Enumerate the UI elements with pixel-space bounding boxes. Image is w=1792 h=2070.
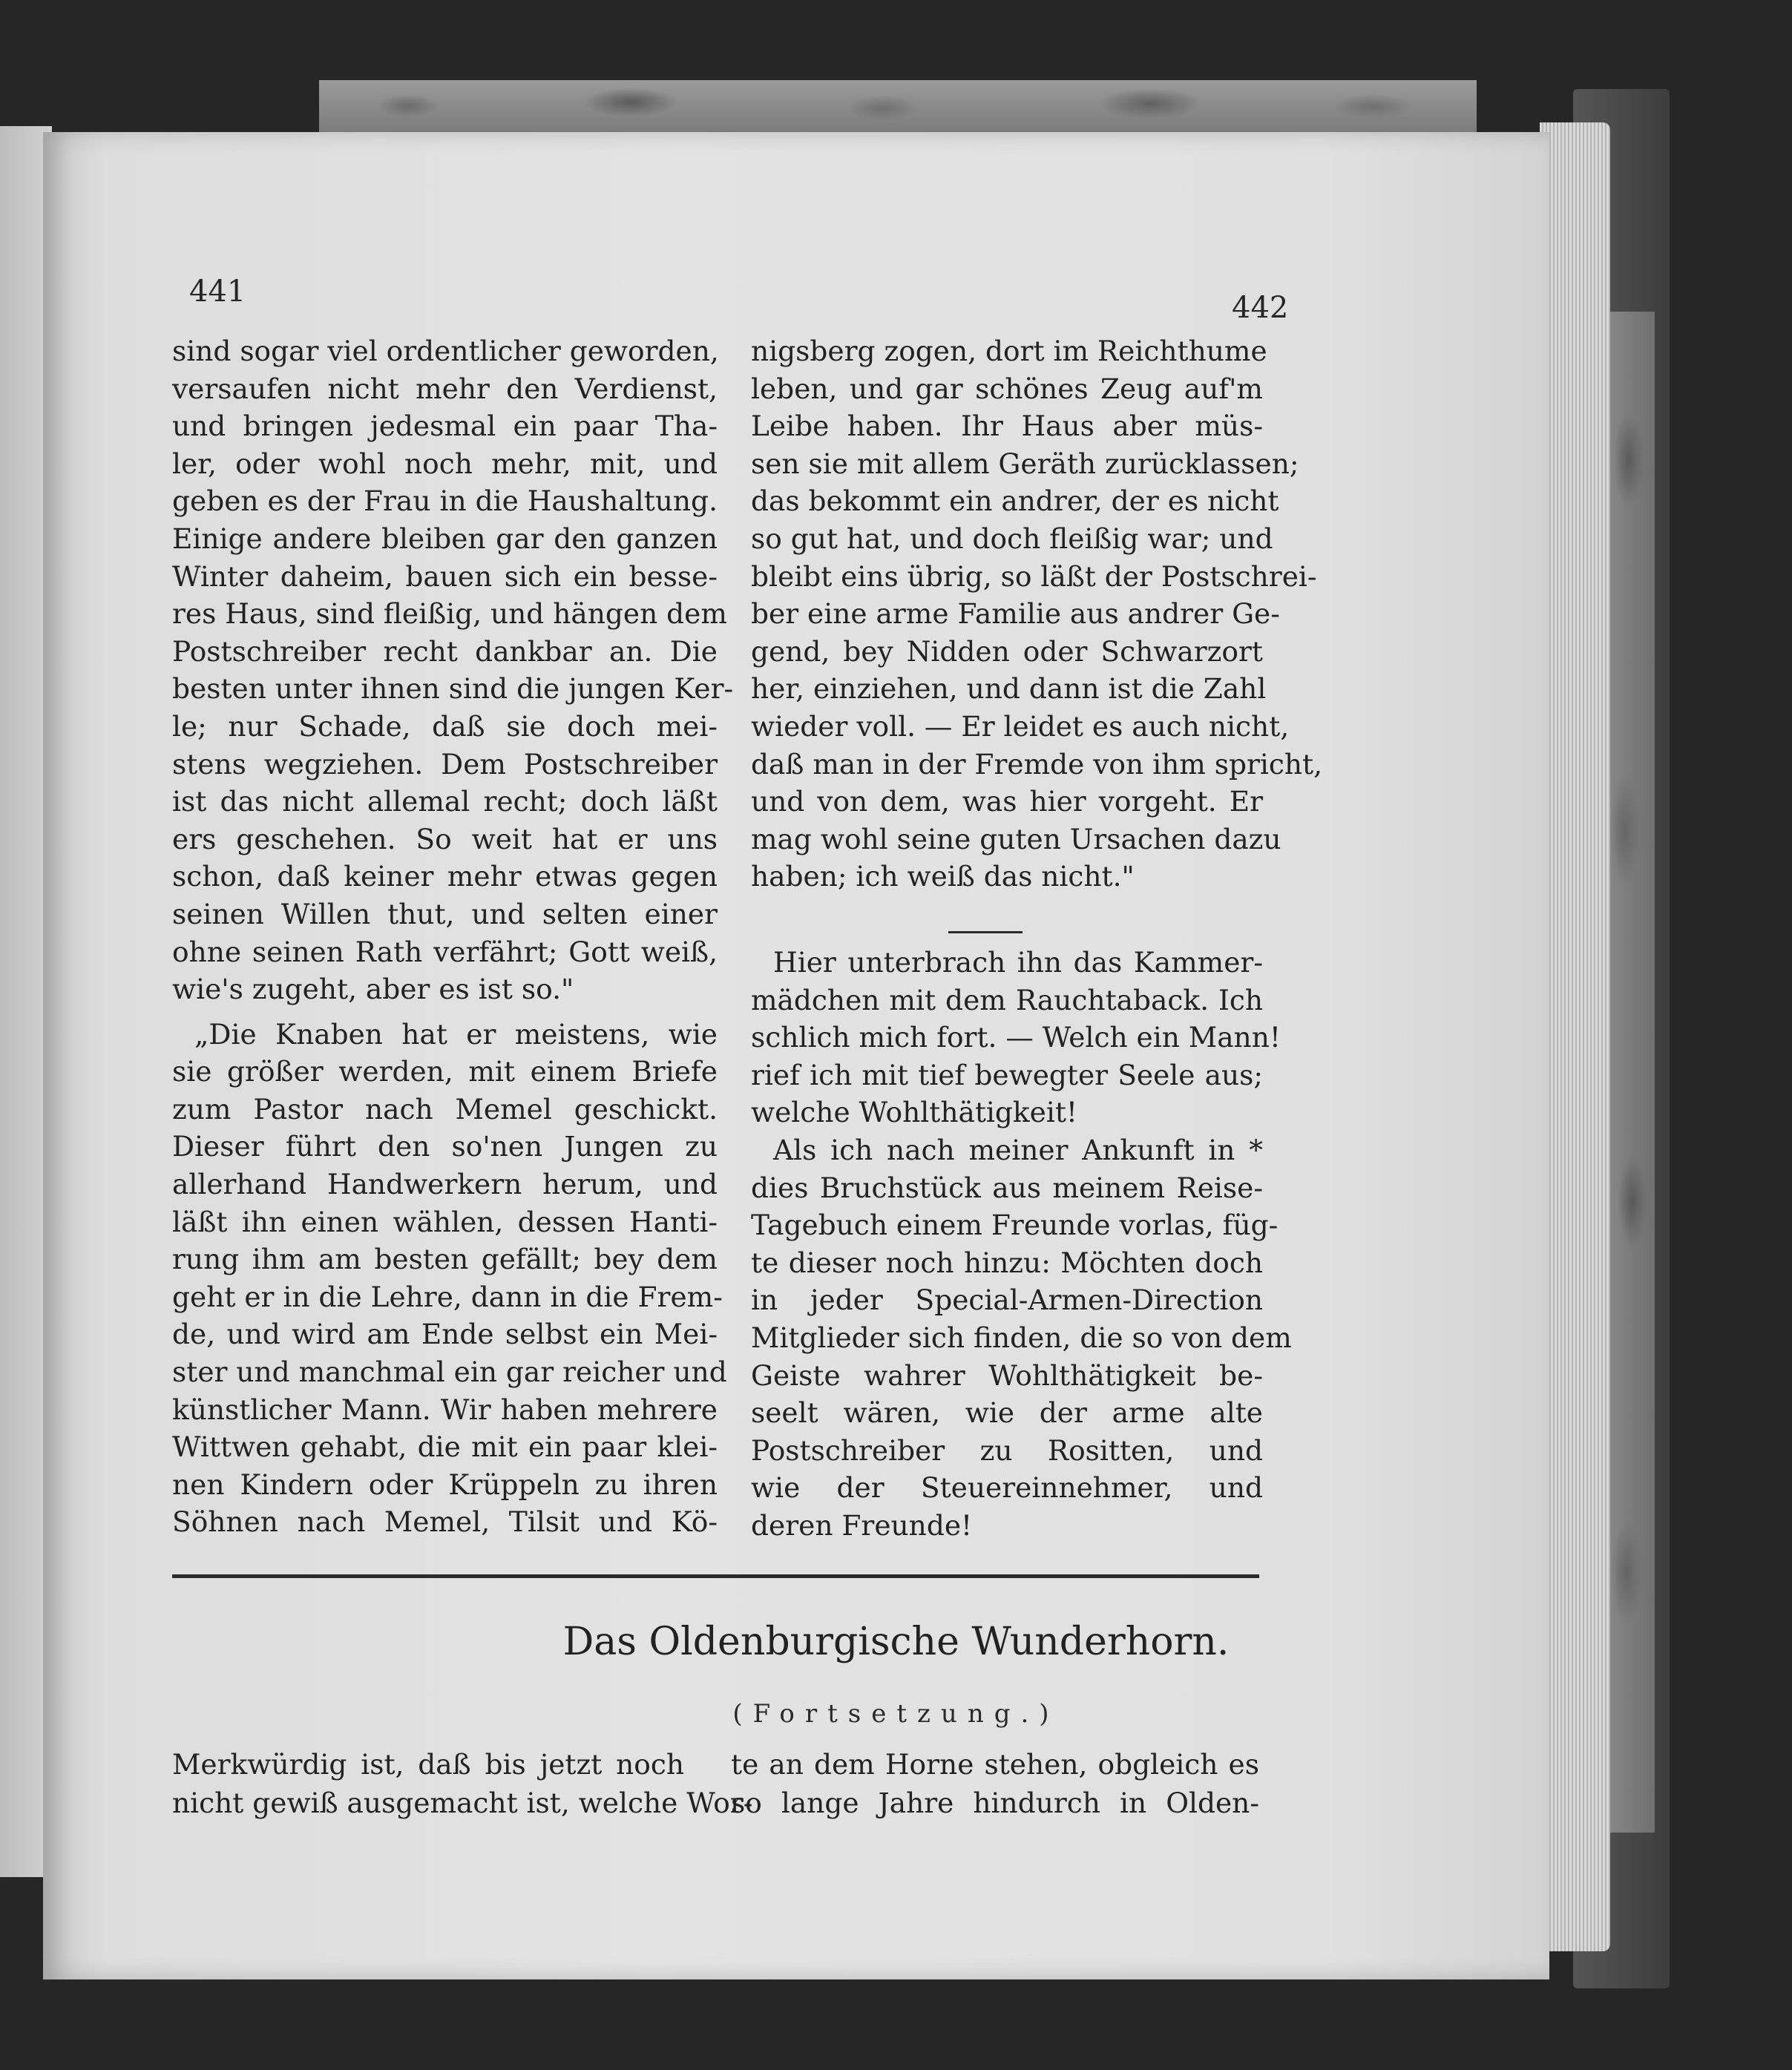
text-line: stens wegziehen. Dem Postschreiber: [172, 747, 718, 781]
text-line: Wittwen gehabt, die mit ein paar klei-: [172, 1430, 718, 1464]
text-line: gend, bey Nidden oder Schwarzort: [751, 634, 1263, 668]
text-line: ohne seinen Rath verfährt; Gott weiß,: [172, 935, 718, 968]
text-line: zum Pastor nach Memel geschickt.: [172, 1092, 718, 1126]
text-line: mädchen mit dem Rauchtaback. Ich: [751, 983, 1263, 1016]
text-line: le; nur Schade, daß sie doch mei-: [172, 709, 718, 743]
text-line: schlich mich fort. — Welch ein Mann!: [751, 1021, 1281, 1054]
text-line: wie der Steuereinnehmer, und: [751, 1471, 1263, 1505]
text-line: geben es der Frau in die Haushaltung.: [172, 484, 718, 518]
right-column-top: [751, 332, 1323, 896]
text-line: in jeder Special-Armen-Direction: [751, 1284, 1263, 1317]
text-line: nen Kindern oder Krüppeln zu ihren: [172, 1468, 718, 1501]
text-line: Hier unterbrach ihn das Kammer-: [773, 946, 1263, 979]
page-edges: [1540, 122, 1610, 1951]
text-line: Postschreiber recht dankbar an. Die: [172, 634, 718, 668]
section-divider-rule: [172, 1574, 1259, 1578]
text-line: künstlicher Mann. Wir haben mehrere: [172, 1393, 718, 1426]
page-number-left: 441: [189, 275, 246, 309]
text-line: ist das nicht allemal recht; doch läßt: [172, 785, 718, 818]
text-line: sind sogar viel ordentlicher geworden,: [172, 335, 719, 367]
text-line: mag wohl seine guten Ursachen dazu: [751, 822, 1281, 855]
text-line: Geiste wahrer Wohlthätigkeit be-: [751, 1358, 1263, 1392]
text-line: Dieser führt den so'nen Jungen zu: [172, 1130, 718, 1163]
divider-rule-short: [948, 931, 1023, 933]
text-line: te an dem Horne stehen, obgleich es: [731, 1748, 1259, 1781]
text-line: schon, daß keiner mehr etwas gegen: [172, 860, 718, 893]
text-line: Leibe haben. Ihr Haus aber müs-: [751, 410, 1263, 443]
text-line: so gut hat, und doch fleißig war; und: [751, 522, 1273, 555]
text-line: rief ich mit tief bewegter Seele aus;: [751, 1058, 1263, 1091]
text-line: und bringen jedesmal ein paar Tha-: [172, 410, 718, 443]
text-line: deren Freunde!: [751, 1508, 973, 1542]
text-line: ber eine arme Familie aus andrer Ge-: [751, 597, 1280, 631]
text-line: ers geschehen. So weit hat er uns: [172, 822, 718, 855]
text-line: nigsberg zogen, dort im Reichthume: [751, 335, 1267, 367]
text-line: ler, oder wohl noch mehr, mit, und: [172, 447, 718, 480]
text-line: nicht gewiß ausgemacht ist, welche Wor-: [172, 1787, 753, 1819]
text-line: wie's zugeht, aber es ist so.": [172, 973, 574, 1006]
text-line: bleibt eins übrig, so läßt der Postschrei-: [751, 559, 1317, 593]
text-line: so lange Jahre hindurch in Olden-: [731, 1787, 1259, 1819]
left-column: [172, 332, 734, 1541]
text-line: dies Bruchstück aus meinem Reise-: [751, 1171, 1263, 1204]
text-line: leben, und gar schönes Zeug auf'm: [751, 372, 1263, 405]
text-line: Einige andere bleiben gar den ganzen: [172, 522, 718, 555]
text-line: und von dem, was hier vorgeht. Er: [751, 785, 1263, 818]
text-line: res Haus, sind fleißig, und hängen dem: [172, 597, 727, 631]
text-line: Mitglieder sich finden, die so von dem: [751, 1321, 1292, 1354]
text-line: Winter daheim, bauen sich ein besse-: [172, 559, 718, 593]
text-line: Postschreiber zu Rositten, und: [751, 1433, 1263, 1467]
text-line: geht er in die Lehre, dann in die Frem-: [172, 1280, 723, 1313]
text-line: besten unter ihnen sind die jungen Ker-: [172, 672, 734, 706]
text-line: te dieser noch hinzu: Möchten doch: [751, 1246, 1263, 1279]
text-line: rung ihm am besten gefällt; bey dem: [172, 1243, 718, 1276]
section-subtitle: (Fortsetzung.): [732, 1699, 1060, 1729]
text-line: wieder voll. — Er leidet es auch nicht,: [751, 709, 1290, 743]
text-line: Söhnen nach Memel, Tilsit und Kö-: [172, 1505, 718, 1539]
text-line: Als ich nach meiner Ankunft in *: [773, 1133, 1263, 1166]
text-line: versaufen nicht mehr den Verdienst,: [172, 372, 718, 405]
text-line: haben; ich weiß das nicht.": [751, 860, 1135, 893]
marbled-endpaper-right: [1603, 312, 1655, 1833]
text-line: sen sie mit allem Geräth zurücklassen;: [751, 447, 1299, 480]
section-title: Das Oldenburgische Wunderhorn.: [562, 1620, 1230, 1664]
text-line: her, einziehen, und dann ist die Zahl: [751, 672, 1267, 706]
text-line: daß man in der Fremde von ihm spricht,: [751, 747, 1323, 781]
text-line: seelt wären, wie der arme alte: [751, 1396, 1263, 1430]
bottom-left-column: [172, 1745, 753, 1822]
text-line: seinen Willen thut, und selten einer: [172, 897, 718, 930]
bottom-right-column: [731, 1745, 1259, 1822]
page-number-right: 442: [1232, 291, 1289, 325]
text-line: sie größer werden, mit einem Briefe: [172, 1055, 718, 1088]
text-line: läßt ihn einen wählen, dessen Hanti-: [172, 1205, 718, 1238]
text-line: de, und wird am Ende selbst ein Mei-: [172, 1318, 718, 1351]
marbled-endpaper-top: [319, 80, 1477, 132]
text-line: Tagebuch einem Freunde vorlas, füg-: [751, 1209, 1279, 1242]
text-line: das bekommt ein andrer, der es nicht: [751, 484, 1279, 518]
text-line: „Die Knaben hat er meistens, wie: [194, 1017, 718, 1051]
text-line: ster und manchmal ein gar reicher und: [172, 1356, 727, 1389]
right-column-bottom: [751, 944, 1292, 1545]
text-line: allerhand Handwerkern herum, und: [172, 1168, 718, 1201]
text-line: Merkwürdig ist, daß bis jetzt noch: [172, 1748, 684, 1781]
text-line: welche Wohlthätigkeit!: [751, 1096, 1077, 1129]
